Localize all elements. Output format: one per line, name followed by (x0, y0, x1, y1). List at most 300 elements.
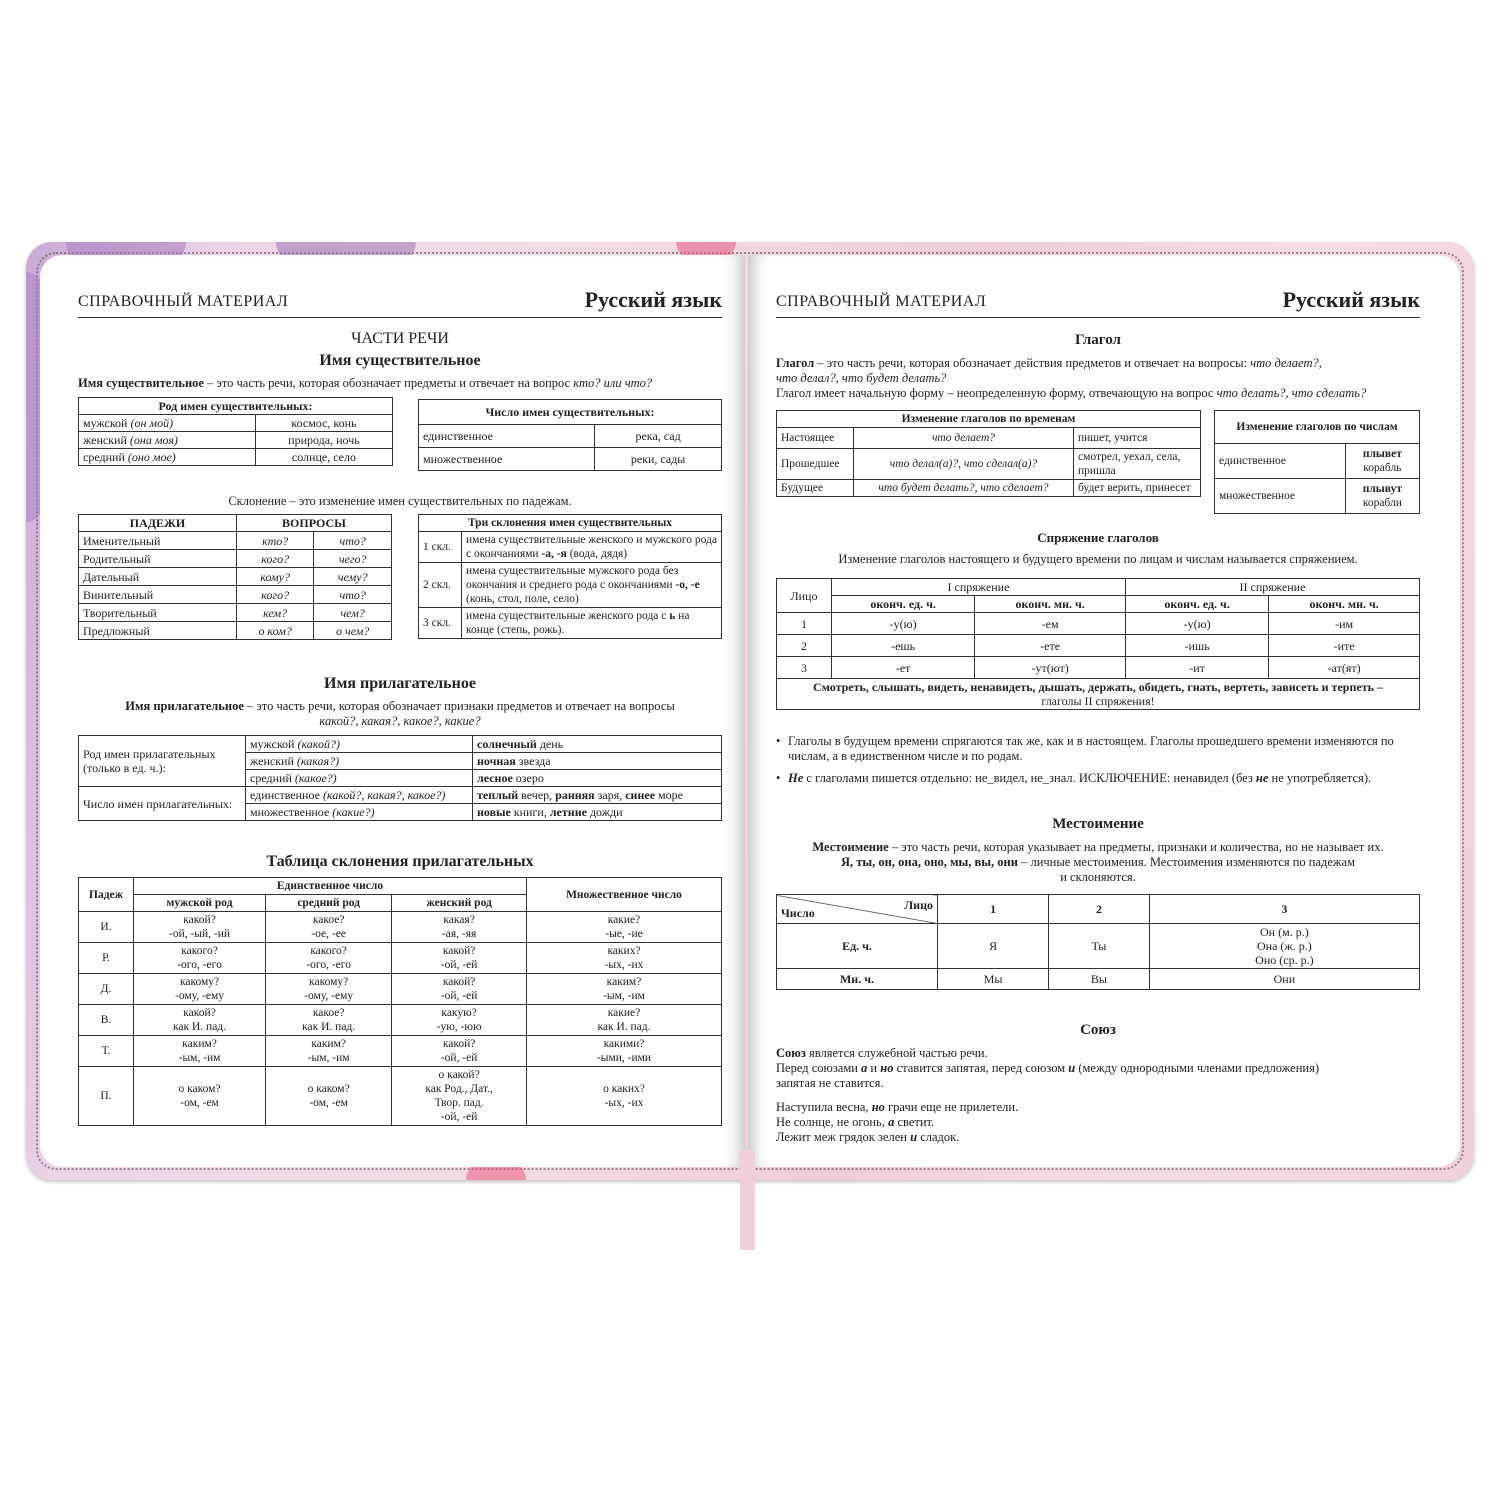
example-line: Лежит меж грядок зелен (776, 1130, 911, 1144)
cell-line: какой? (442, 1038, 476, 1050)
cell: дожди (586, 805, 623, 819)
cell-line: -ом, -ем (309, 1097, 348, 1109)
cell: летние (549, 805, 587, 819)
conj-header-person: Лицо (777, 579, 832, 613)
cell (266, 974, 392, 1005)
cell: женский (250, 754, 297, 768)
bullet-icon: • (776, 771, 781, 785)
table-row (777, 480, 1201, 497)
number-table-header: Число имен существительных: (419, 400, 722, 425)
conj-subheader: оконч. мн. ч. (1269, 596, 1420, 613)
cell: солнце, село (255, 449, 392, 466)
header-label: СПРАВОЧНЫЙ МАТЕРИАЛ (776, 293, 987, 310)
cell: пишет, учится (1074, 428, 1201, 449)
cell-line: о каком? (178, 1083, 221, 1095)
adjective-definition (78, 699, 722, 729)
bullet-text: не употребляется). (1268, 771, 1372, 785)
conj-footer-verbs: Смотреть, слышать, видеть, ненавидеть, дышать, держать, обидеть, гнать, вертеть, зависеть и терпеть – (813, 680, 1383, 694)
table-row (79, 415, 393, 432)
cell (392, 1036, 527, 1067)
cell-line: какая? (443, 914, 475, 926)
cell (134, 912, 266, 943)
right-page-header (776, 283, 1420, 318)
table-row (777, 657, 1420, 679)
cell: книги, (510, 805, 550, 819)
cell: Творительный (79, 604, 237, 622)
cell-line: -ыми, -ими (596, 1052, 652, 1064)
cell-line: какого? (310, 945, 347, 957)
cell-line: каким? (606, 976, 642, 988)
cell: ь (669, 610, 676, 622)
cell: (оно мое) (127, 450, 176, 464)
table-row (79, 449, 393, 466)
union-title: Союз (1080, 1022, 1116, 1038)
header-title: Русский язык (584, 287, 722, 312)
cell: П. (79, 1067, 134, 1126)
cell: -ет (832, 657, 975, 679)
union-line: но (880, 1061, 894, 1075)
cell: Число имен прилагательных: (79, 787, 246, 821)
cell: (какой?, какая?, какое?) (322, 788, 446, 802)
cell: Мы (938, 969, 1049, 990)
adj-def-question: какой?, какая?, какое?, какие? (319, 714, 481, 728)
bullet-text: Не (788, 771, 804, 785)
cell-line: -ой, -ей (440, 959, 478, 971)
noun-def-text: – это часть речи, которая обозначает предметы и отвечает на вопрос (203, 376, 574, 390)
table-row (79, 974, 722, 1005)
noun-def-term: Имя существительное (78, 376, 204, 390)
bullet-icon: • (776, 734, 781, 748)
vnum-header: Изменение глаголов по числам (1215, 411, 1420, 444)
table-row (419, 425, 722, 448)
cell-line: -ую, -юю (436, 1021, 482, 1033)
pron-list-text: – личные местоимения. Местоимения изменяются по падежам (1017, 855, 1356, 869)
bullet-text: с глаголами пишется отдельно: не_видел, не_знал. ИСКЛЮЧЕНИЕ: ненавидел (без (803, 771, 1256, 785)
cell: река, сад (595, 425, 722, 448)
cell-line: -ым, -им (178, 1052, 221, 1064)
table-row (777, 635, 1420, 657)
bullet-item (776, 771, 1428, 786)
cell (392, 974, 527, 1005)
example-line: светит. (894, 1115, 935, 1129)
union-line: является служебной частью речи. (805, 1046, 988, 1060)
cell-line: каким? (311, 1038, 346, 1050)
cell: кто? (236, 532, 313, 550)
cell: вечер, (518, 788, 556, 802)
table-row (79, 1067, 722, 1126)
conj-header-1: I спряжение (832, 579, 1126, 596)
three-decl-header: Три склонения имен существительных (419, 515, 722, 532)
cell: Он (м. р.) (1260, 925, 1309, 939)
cell (134, 1067, 266, 1126)
cell: что делает? (854, 428, 1074, 449)
cell: о чем? (314, 622, 392, 640)
cell: новые (477, 805, 511, 819)
union-line: (между однородными членами предложения) (1075, 1061, 1320, 1075)
table-row (79, 787, 722, 804)
cell: Они (1149, 969, 1419, 990)
union-line: и (867, 1061, 881, 1075)
cell-line: -ому, -ему (304, 990, 354, 1002)
cell: -ут(ют) (975, 657, 1126, 679)
cell (266, 943, 392, 974)
table-row (777, 969, 1420, 990)
table-row (419, 608, 722, 639)
verb-def-q3: что делать?, что сделать? (1216, 386, 1367, 400)
cell: кого? (236, 586, 313, 604)
cell: -ит (1125, 657, 1268, 679)
cell: 3 скл. (419, 608, 462, 639)
cell (266, 1005, 392, 1036)
cell: (она моя) (129, 433, 178, 447)
table-row (79, 550, 392, 568)
left-page (40, 255, 745, 1167)
cell-line: -ое, -ее (311, 928, 346, 940)
cell (392, 1067, 527, 1126)
cell: 3 (777, 657, 832, 679)
pron-def-text: – это часть речи, которая указывает на предметы, признаки и количества, но не называет их. (888, 840, 1384, 854)
cell-line: -ой, -ей (440, 1111, 478, 1123)
cell-line: каких? (607, 945, 641, 957)
cell: Оно (ср. р.) (1255, 953, 1314, 967)
cell: лесное (477, 771, 513, 785)
table-row (777, 613, 1420, 635)
pron-header-person: Лицо (904, 898, 933, 912)
cell (527, 1036, 722, 1067)
cell: день (536, 737, 564, 751)
noun-gender-table (78, 397, 393, 466)
adj-declension-table (78, 877, 722, 1126)
cell: (вода, дядя) (566, 548, 628, 560)
cell: корабль (1363, 462, 1402, 474)
verb-def-text2: Глагол имеет начальную форму – неопределенную форму, отвечающую на вопрос (776, 386, 1217, 400)
cell: -ешь (832, 635, 975, 657)
cell (134, 1036, 266, 1067)
cell: имена существительные мужского рода без окончания и среднего рода с окончаниями (466, 565, 679, 591)
cell-line: о каких? (603, 1083, 645, 1095)
cell: женский (83, 433, 130, 447)
cell-line: какие? (607, 1007, 641, 1019)
pron-header-2: 2 (1049, 895, 1150, 924)
verb-title: Глагол (1075, 332, 1121, 348)
table-row (777, 679, 1420, 710)
cell (392, 912, 527, 943)
noun-number-table (418, 399, 722, 471)
cell: мужской (250, 737, 298, 751)
cell (134, 1005, 266, 1036)
cell-line: какую? (441, 1007, 477, 1019)
verb-tense-table (776, 410, 1201, 497)
cell-line: Твор. пад. (434, 1097, 484, 1109)
adjective-title: Имя прилагательное (324, 675, 476, 692)
cell (392, 1005, 527, 1036)
verb-def-q1: что делает?, (1250, 356, 1322, 370)
cell: о ком? (236, 622, 313, 640)
conj-subheader: оконч. ед. ч. (832, 596, 975, 613)
noun-def-question: кто? или что? (573, 376, 653, 390)
cell: кем? (236, 604, 313, 622)
pronoun-title: Местоимение (1052, 816, 1144, 832)
cell-line: какой? (183, 914, 216, 926)
section-title: ЧАСТИ РЕЧИ (351, 330, 449, 347)
table-row (79, 532, 392, 550)
cell: -у(ю) (1125, 613, 1268, 635)
cell-line: о каком? (307, 1083, 350, 1095)
declension-note: Склонение – это изменение имен существительных по падежам. (228, 494, 572, 508)
cell: -о, -е (675, 579, 700, 591)
cell: море (655, 788, 683, 802)
cell-line: -ом, -ем (180, 1097, 219, 1109)
cell: природа, ночь (255, 432, 392, 449)
right-page (748, 255, 1460, 1167)
cell-line: какое? (312, 1007, 345, 1019)
cell: корабли (1362, 497, 1402, 509)
cell: Именительный (79, 532, 237, 550)
three-declensions-table (418, 514, 722, 639)
table-row (1215, 444, 1420, 479)
table-row (419, 563, 722, 608)
cell: реки, сады (595, 448, 722, 471)
union-line: ставится запятая, перед союзом (893, 1061, 1069, 1075)
cell: плывут (1362, 483, 1402, 495)
union-line: и (1068, 1061, 1076, 1075)
decl-header-fem: женский род (392, 895, 527, 912)
cell: 2 скл. (419, 563, 462, 608)
cell: единственное (1215, 444, 1346, 479)
example-line: Не солнце, не огонь, (776, 1115, 889, 1129)
cell: кого? (236, 550, 313, 568)
cell-line: каким? (182, 1038, 217, 1050)
cell (266, 912, 392, 943)
pron-header-3: 3 (1149, 895, 1419, 924)
table-row (79, 912, 722, 943)
cell: -им (1269, 613, 1420, 635)
verb-number-table (1214, 410, 1420, 514)
cell: (какое?) (294, 771, 337, 785)
cell-line: какой? (183, 1007, 216, 1019)
decl-header-neut: средний род (266, 895, 392, 912)
table-row (79, 943, 722, 974)
cell: единственное (419, 425, 595, 448)
cell: (какой?) (297, 737, 340, 751)
cell: -ем (975, 613, 1126, 635)
cell: Винительный (79, 586, 237, 604)
union-line: а (861, 1061, 868, 1075)
adj-def-text: – это часть речи, которая обозначает признаки предметов и отвечает на вопросы (243, 699, 675, 713)
cell: Род имен прилагательных (только в ед. ч.): (79, 736, 246, 787)
conj-header-2: II спряжение (1125, 579, 1419, 596)
cell: (он мой) (130, 416, 174, 430)
cell-line: -ая, -яя (441, 928, 477, 940)
cell: синее (625, 788, 656, 802)
verb-def-q2: что делал?, что будет делать? (776, 371, 947, 385)
pron-list-end: и склоняются. (1060, 870, 1136, 884)
noun-definition (78, 376, 728, 391)
cell-line: -ой, -ей (440, 1052, 478, 1064)
cell: солнечный (477, 737, 537, 751)
table-row (777, 428, 1201, 449)
cell: чему? (314, 568, 392, 586)
cell: Настоящее (777, 428, 854, 449)
cell: Она (ж. р.) (1257, 939, 1312, 953)
cell (134, 974, 266, 1005)
pron-header-1: 1 (938, 895, 1049, 924)
cell-line: -ого, -его (306, 959, 351, 971)
cell-line: какими? (603, 1038, 645, 1050)
cell: И. (79, 912, 134, 943)
pronoun-table (776, 894, 1420, 990)
cell-line: какого? (181, 945, 218, 957)
cell (527, 943, 722, 974)
cell: на конце (степь, рожь). (466, 610, 690, 636)
decl-header-plural: Множественное число (527, 878, 722, 912)
table-row (777, 924, 1420, 969)
bullet-text: Глаголы в будущем времени спрягаются так же, как и в настоящем. Глаголы прошедшего времени изменяются по числам, а в единственном числе и по родам. (788, 734, 1394, 763)
union-text (776, 1046, 1420, 1091)
verb-def-term: Глагол (776, 356, 815, 370)
tense-header: Изменение глаголов по временам (777, 411, 1201, 428)
union-line: Перед союзами (776, 1061, 862, 1075)
verb-def-text: – это часть речи, которая обозначает действия предметов и отвечает на вопросы: (814, 356, 1251, 370)
table-row (419, 532, 722, 563)
bullet-text: не (1255, 771, 1269, 785)
table-row (79, 432, 393, 449)
example-line: и (910, 1130, 918, 1144)
cell: Вы (1049, 969, 1150, 990)
cell: (какие?) (332, 805, 375, 819)
decl-header-singular: Единственное число (134, 878, 527, 895)
cell: Прошедшее (777, 449, 854, 480)
cell: (конь, стол, поле, село) (466, 593, 579, 605)
cell: множественное (419, 448, 595, 471)
cell: кому? (236, 568, 313, 586)
cell: теплый (477, 788, 519, 802)
cell: мужской (83, 416, 131, 430)
cell-line: какой? (442, 976, 476, 988)
union-line: запятая не ставится. (776, 1076, 884, 1090)
table-row (79, 1036, 722, 1067)
cell: что? (314, 532, 392, 550)
cell-line: -ых, -их (604, 959, 644, 971)
bullet-item (776, 734, 1428, 764)
cell-line: -ым, -им (603, 990, 645, 1002)
header-title: Русский язык (1282, 287, 1420, 312)
table-row (1215, 479, 1420, 514)
cell: имена существительные женского и мужского рода с окончаниями (466, 534, 717, 560)
cell-line: -ым, -им (307, 1052, 350, 1064)
cell: 1 скл. (419, 532, 462, 563)
gender-table-header: Род имен существительных: (79, 398, 393, 415)
table-row (777, 449, 1201, 480)
conj-footer-text: глаголы II спряжения! (1041, 694, 1155, 708)
cell (527, 974, 722, 1005)
cell: Т. (79, 1036, 134, 1067)
cell: Ед. ч. (777, 924, 938, 969)
cell: множественное (250, 805, 333, 819)
union-term: Союз (776, 1046, 806, 1060)
example-line: но (871, 1100, 885, 1114)
cell-line: какие? (607, 914, 641, 926)
example-line: грачи еще не прилетели. (884, 1100, 1019, 1114)
cell-line: какому? (309, 976, 349, 988)
cell: средний (250, 771, 295, 785)
example-line: а (888, 1115, 895, 1129)
cell-line: как Род., Дат., (425, 1083, 493, 1095)
cell: ранняя (555, 788, 595, 802)
adj-def-term: Имя прилагательное (125, 699, 244, 713)
cell: Д. (79, 974, 134, 1005)
cell: Я (938, 924, 1049, 969)
cell: Ты (1049, 924, 1150, 969)
cell: что будет делать?, что сделает? (854, 480, 1074, 497)
cell: -ите (1269, 635, 1420, 657)
cell-line: -ые, -ие (605, 928, 643, 940)
cell (266, 1036, 392, 1067)
header-label: СПРАВОЧНЫЙ МАТЕРИАЛ (78, 293, 289, 310)
verb-definition (776, 356, 1426, 401)
decl-header-case: Падеж (79, 878, 134, 912)
pron-list: Я, ты, он, она, оно, мы, вы, они (840, 855, 1018, 869)
union-examples (776, 1100, 1420, 1145)
cell-line: -ому, -ему (175, 990, 225, 1002)
table-row (79, 604, 392, 622)
cell: 2 (777, 635, 832, 657)
bookmark-ribbon (740, 1150, 755, 1250)
cell: -ишь (1125, 635, 1268, 657)
cell: ночная (477, 754, 516, 768)
table-row (79, 586, 392, 604)
pron-header-diagonal (777, 895, 938, 924)
cell-line: какой? (442, 945, 476, 957)
cell (392, 943, 527, 974)
cell: Р. (79, 943, 134, 974)
cell: смотрел, уехал, села, пришла (1074, 449, 1201, 480)
cell: имена существительные женского рода с (466, 610, 670, 622)
conj-subheader: оконч. ед. ч. (1125, 596, 1268, 613)
cell-line: какому? (179, 976, 220, 988)
table-row (79, 568, 392, 586)
cell: средний (83, 450, 128, 464)
cell-line: -ой, -ый, -ий (168, 928, 231, 940)
conj-subheader: оконч. мн. ч. (975, 596, 1126, 613)
left-page-header (78, 283, 722, 318)
cell: озеро (512, 771, 544, 785)
cell (527, 912, 722, 943)
cell (527, 1067, 722, 1126)
cell: заря, (594, 788, 626, 802)
cell-line: -ой, -ей (440, 990, 478, 1002)
cell: -ете (975, 635, 1126, 657)
example-line: сладок. (917, 1130, 960, 1144)
decl-header-masc: мужской род (134, 895, 266, 912)
cell-line: как И. пад. (173, 1021, 227, 1033)
cell: будет верить, принесет (1074, 480, 1201, 497)
cases-header-questions: ВОПРОСЫ (236, 515, 391, 532)
cell: что? (314, 586, 392, 604)
cell-line: -ых, -их (604, 1097, 644, 1109)
cell: 1 (777, 613, 832, 635)
pron-def-term: Местоимение (812, 840, 889, 854)
table-row (79, 622, 392, 640)
cell-line: о какой? (438, 1069, 480, 1081)
example-line: Наступила весна, (776, 1100, 872, 1114)
cases-header-case: ПАДЕЖИ (79, 515, 237, 532)
cases-table (78, 514, 392, 640)
cell: космос, конь (255, 415, 392, 432)
cell-line: как И. пад. (302, 1021, 356, 1033)
conjugation-title: Спряжение глаголов (1037, 530, 1159, 545)
cell: Предложный (79, 622, 237, 640)
